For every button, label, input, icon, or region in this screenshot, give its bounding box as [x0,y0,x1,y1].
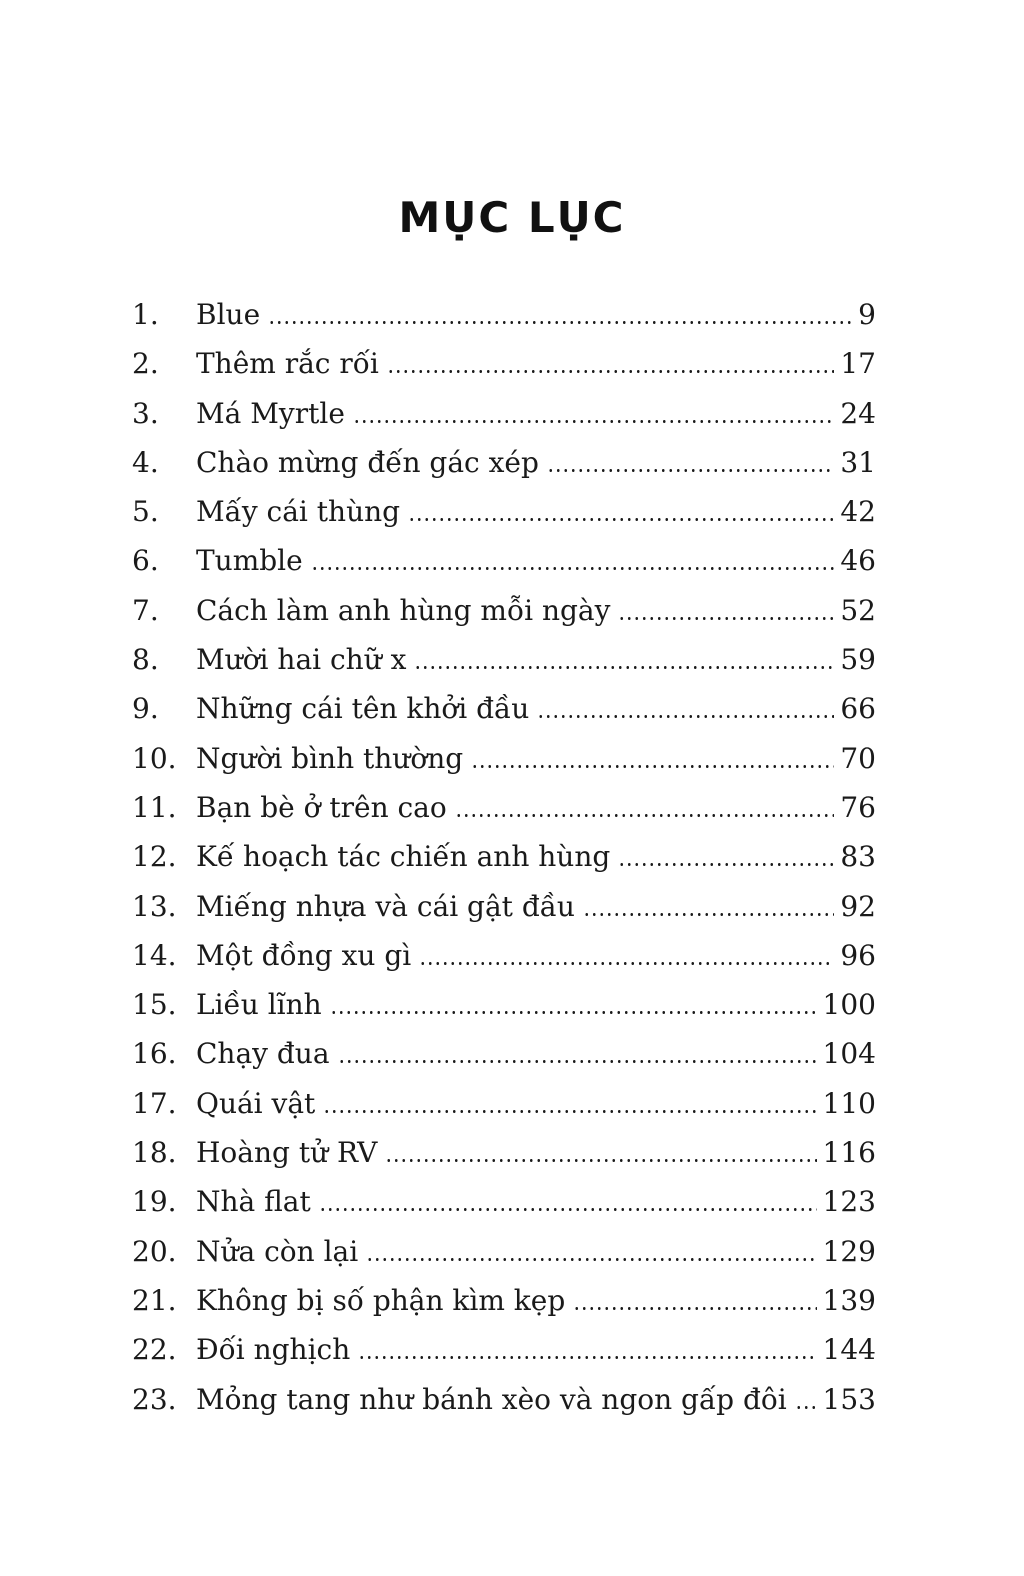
chapter-number: 12. [132,840,177,874]
dot-leader [311,567,835,570]
chapter-number: 3. [132,396,159,430]
toc-entry[interactable] [132,832,876,881]
chapter-number: 22. [132,1333,177,1367]
chapter-title: Liều lĩnh [196,988,322,1022]
chapter-title: Mấy cái thùng [196,495,401,529]
toc-entry[interactable] [132,438,876,487]
dot-leader [583,913,834,916]
page-number: 144 [822,1333,876,1367]
chapter-number: 20. [132,1234,177,1268]
dot-leader [795,1406,817,1409]
page-number: 31 [840,445,876,479]
dot-leader [547,469,834,472]
toc-entry[interactable] [132,1227,876,1276]
chapter-title: Kế hoạch tác chiến anh hùng [196,840,611,874]
chapter-title: Thêm rắc rối [196,347,379,381]
toc-entry[interactable] [132,1276,876,1325]
chapter-number: 15. [132,988,177,1022]
dot-leader [455,814,835,817]
dot-leader [319,1208,817,1211]
chapter-number: 4. [132,445,159,479]
dot-leader [358,1356,816,1359]
chapter-title: Mỏng tang như bánh xèo và ngon gấp đôi [196,1382,787,1416]
page-number: 123 [822,1185,876,1219]
dot-leader [414,666,834,669]
chapter-number: 10. [132,741,177,775]
chapter-title: Chào mừng đến gác xép [196,445,539,479]
page-number: 153 [822,1382,876,1416]
toc-entry[interactable] [132,339,876,388]
chapter-number: 2. [132,347,159,381]
chapter-title: Chạy đua [196,1037,330,1071]
page-number: 83 [840,840,876,874]
page-number: 76 [840,790,876,824]
dot-leader [330,1011,817,1014]
chapter-title: Nhà flat [196,1185,311,1219]
page-number: 17 [840,347,876,381]
toc-entry[interactable] [132,1325,876,1374]
page-number: 66 [840,692,876,726]
page-number: 104 [822,1037,876,1071]
page-number: 92 [840,889,876,923]
chapter-title: Má Myrtle [196,396,345,430]
chapter-number: 13. [132,889,177,923]
toc-entry[interactable] [132,734,876,783]
chapter-number: 6. [132,544,159,578]
chapter-title: Mười hai chữ x [196,643,407,677]
page-number: 9 [858,298,876,331]
toc-entry[interactable] [132,1128,876,1177]
dot-leader [471,765,834,768]
toc-entry[interactable] [132,389,876,438]
page-number: 96 [840,938,876,972]
chapter-number: 9. [132,692,159,726]
chapter-number: 5. [132,495,159,529]
toc-entry[interactable] [132,290,876,339]
page-number: 129 [822,1234,876,1268]
chapter-title: Cách làm anh hùng mỗi ngày [196,593,611,627]
chapter-number: 23. [132,1382,177,1416]
toc-entry[interactable] [132,1375,876,1424]
chapter-title: Không bị số phận kìm kẹp [196,1283,566,1317]
toc-entry[interactable] [132,487,876,536]
toc-entry[interactable] [132,980,876,1029]
dot-leader [537,715,834,718]
dot-leader [353,420,834,423]
chapter-title: Miếng nhựa và cái gật đầu [196,889,575,923]
chapter-title: Đối nghịch [196,1333,351,1367]
page-number: 100 [822,988,876,1022]
dot-leader [323,1110,816,1113]
page-number: 52 [840,593,876,627]
toc-entry[interactable] [132,586,876,635]
chapter-number: 17. [132,1086,177,1120]
toc-entry[interactable] [132,931,876,980]
dot-leader [618,863,834,866]
chapter-title: Blue [196,298,261,331]
chapter-number: 18. [132,1136,177,1170]
chapter-number: 1. [132,298,159,331]
chapter-number: 8. [132,643,159,677]
page-number: 70 [840,741,876,775]
toc-entry[interactable] [132,1079,876,1128]
chapter-number: 11. [132,790,177,824]
chapter-number: 14. [132,938,177,972]
page-number: 139 [822,1283,876,1317]
toc-entry[interactable] [132,1177,876,1226]
toc-entry[interactable] [132,1029,876,1078]
chapter-title: Quái vật [196,1086,316,1120]
dot-leader [385,1159,816,1162]
page-number: 46 [840,544,876,578]
chapter-title: Người bình thường [196,741,464,775]
dot-leader [338,1060,817,1063]
dot-leader [268,321,852,324]
page-number: 110 [822,1086,876,1120]
page-number: 42 [840,495,876,529]
toc-entry[interactable] [132,783,876,832]
chapter-number: 16. [132,1037,177,1071]
chapter-number: 21. [132,1283,177,1317]
chapter-number: 19. [132,1185,177,1219]
chapter-title: Nửa còn lại [196,1234,359,1268]
chapter-title: Tumble [196,544,303,578]
dot-leader [573,1307,816,1310]
dot-leader [387,370,834,373]
page-number: 116 [822,1136,876,1170]
dot-leader [618,617,834,620]
toc-entry[interactable] [132,882,876,931]
toc-entry[interactable] [132,635,876,684]
dot-leader [366,1258,816,1261]
toc-entry[interactable] [132,536,876,585]
chapter-title: Một đồng xu gì [196,938,412,972]
chapter-number: 7. [132,593,159,627]
dot-leader [408,518,834,521]
chapter-title: Bạn bè ở trên cao [196,790,447,824]
chapter-title: Hoàng tử RV [196,1136,378,1170]
page-number: 24 [840,396,876,430]
page-title: MỤC LỤC [398,193,626,243]
dot-leader [419,962,834,965]
toc-entry[interactable] [132,684,876,733]
page-number: 59 [840,643,876,677]
chapter-title: Những cái tên khởi đầu [196,692,530,726]
table-of-contents [132,290,876,1424]
